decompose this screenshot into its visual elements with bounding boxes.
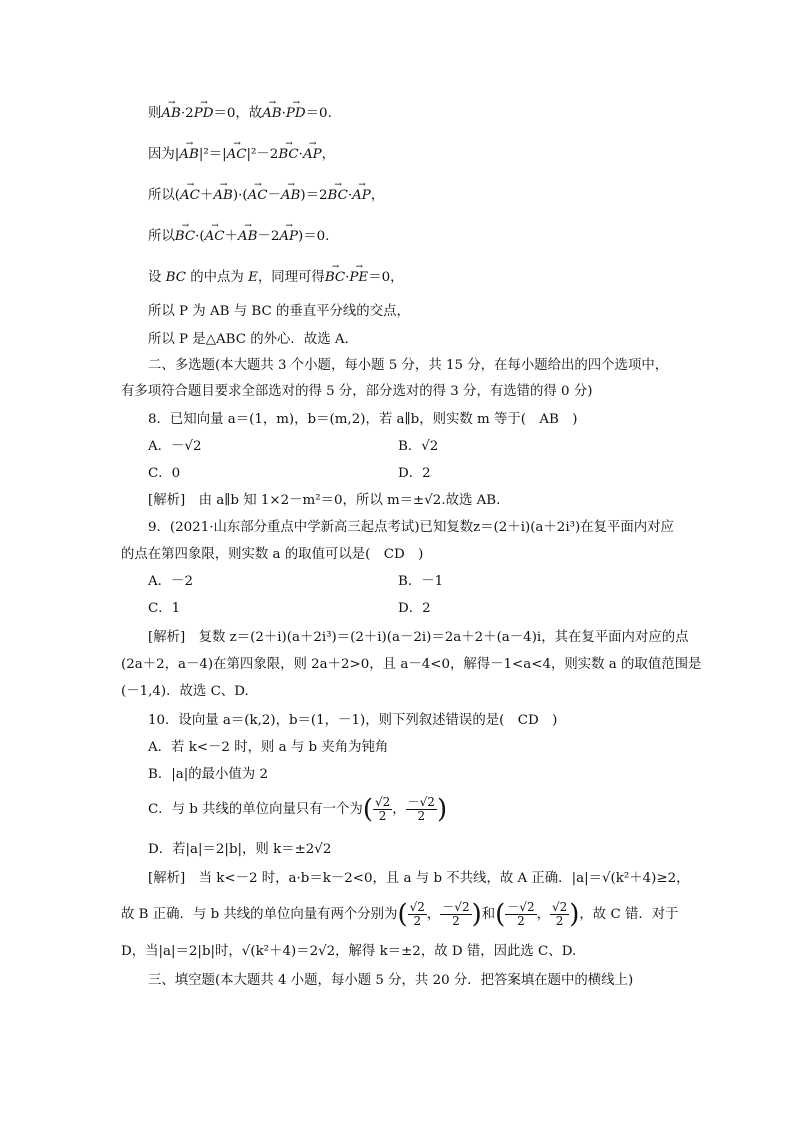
solution-line-6: 所以 P 为 AB 与 BC 的垂直平分线的交点，	[148, 304, 410, 319]
solution-line-5: 设 BC 的中点为 E，同理可得→ BC·→ PE＝0，	[148, 268, 404, 288]
question-9-cont: 的点在第四象限，则实数 a 的取值可以是( CD )	[121, 547, 424, 562]
solution-line-3: 所以(→ AC＋→ AB)·(→ AC－→ AB)＝2→ BC·→ AP，	[148, 186, 384, 206]
fraction: $\frac{√2}{2}$	[551, 900, 568, 928]
solution-line-7: 所以 P 是△ABC 的外心．故选 A.	[148, 332, 349, 347]
question-9: 9．(2021·山东部分重点中学新高三起点考试)已知复数z＝(2＋i)(a＋2i³)在复平面内对应	[148, 520, 674, 535]
question-8: 8．已知向量 a＝(1，m)，b＝(m,2)，若 a∥b，则实数 m 等于( AB )	[148, 412, 578, 427]
q10-option-a: A．若 k<－2 时，则 a 与 b 夹角为钝角	[148, 740, 389, 755]
solution-line-4: 所以→ BC·(→ AC＋→ AB－2→ AP)＝0.	[148, 227, 329, 247]
fraction: $\frac{-√2}{2}$	[507, 900, 535, 928]
q8-option-c: C．0	[148, 466, 181, 481]
q8-option-d: D．2	[398, 466, 431, 481]
q10-solution-2-and: 和	[481, 907, 496, 922]
fraction: $\frac{√2}{2}$	[374, 795, 391, 823]
q10-solution-2: 故 B 正确．与 b 共线的单位向量有两个分别为( $\frac{√2}{2}$ ， $\frac{-√2}{2}$ )和( $\frac{-√2}{2}$ ， $\frac{√2}{2}$ )，故 C 错．对于	[121, 899, 679, 930]
q9-option-b: B．－1	[398, 574, 444, 589]
q8-solution: [解析] 由 a∥b 知 1×2－m²＝0，所以 m＝±√2.故选 AB.	[148, 493, 501, 508]
q10-solution-2-text: 故 B 正确．与 b 共线的单位向量有两个分别为	[121, 907, 398, 922]
q10-solution-3: D，当|a|＝2|b|时，√(k²＋4)＝2√2，解得 k＝±2，故 D 错，因此选 C、D.	[121, 944, 577, 959]
q10-option-c: C．与 b 共线的单位向量只有一个为( $\frac{√2}{2}$ ， $\frac{-√2}{2}$ )	[148, 794, 448, 825]
solution-line-2: 因为|→ AB|²＝|→ AC|²－2→ BC·→ AP，	[148, 145, 335, 165]
q9-solution-1: [解析] 复数 z＝(2＋i)(a＋2i³)＝(2＋i)(a－2i)＝2a＋2＋(a－4)i，其在复平面内对应的点	[148, 630, 689, 645]
fraction: $\frac{-√2}{2}$	[407, 795, 435, 823]
fraction: $\frac{√2}{2}$	[409, 900, 425, 928]
q8-option-b: B．√2	[398, 439, 439, 454]
section-3-heading: 三、填空题(本大题共 4 小题，每小题 5 分，共 20 分．把答案填在题中的横线上)	[148, 973, 634, 988]
fraction: $\frac{-√2}{2}$	[442, 900, 470, 928]
q10-solution-1: [解析] 当 k<－2 时，a·b＝k－2<0，且 a 与 b 不共线，故 A 正确．|a|＝√(k²＋4)≥2，	[148, 871, 690, 886]
solution-line-1: 则→ AB·2→ PD＝0，故→ AB·→ PD＝0.	[148, 104, 332, 124]
q9-option-a: A．－2	[148, 574, 193, 589]
q10-option-c-text: C．与 b 共线的单位向量只有一个为	[148, 802, 363, 817]
q9-solution-3: (－1,4)．故选 C、D.	[121, 684, 249, 699]
q10-solution-2-end: ，故 C 错．对于	[579, 907, 679, 922]
q9-solution-2: (2a＋2，a－4)在第四象限，则 2a＋2>0，且 a－4<0，解得－1<a<4，则实数 a 的取值范围是	[121, 657, 702, 672]
q9-option-c: C．1	[148, 601, 181, 616]
q10-option-d: D．若|a|＝2|b|，则 k＝±2√2	[148, 842, 332, 857]
section-2-heading-cont: 有多项符合题目要求全部选对的得 5 分，部分选对的得 3 分，有选错的得 0 分)	[121, 384, 593, 399]
q8-option-a: A．－√2	[148, 439, 202, 454]
question-10: 10．设向量 a＝(k,2)，b＝(1，－1)，则下列叙述错误的是( CD )	[148, 713, 558, 728]
section-2-heading: 二、多选题(本大题共 3 个小题，每小题 5 分，共 15 分，在每小题给出的四个选项中，	[148, 358, 669, 373]
q10-option-b: B．|a|的最小值为 2	[148, 767, 268, 782]
q9-option-d: D．2	[398, 601, 431, 616]
